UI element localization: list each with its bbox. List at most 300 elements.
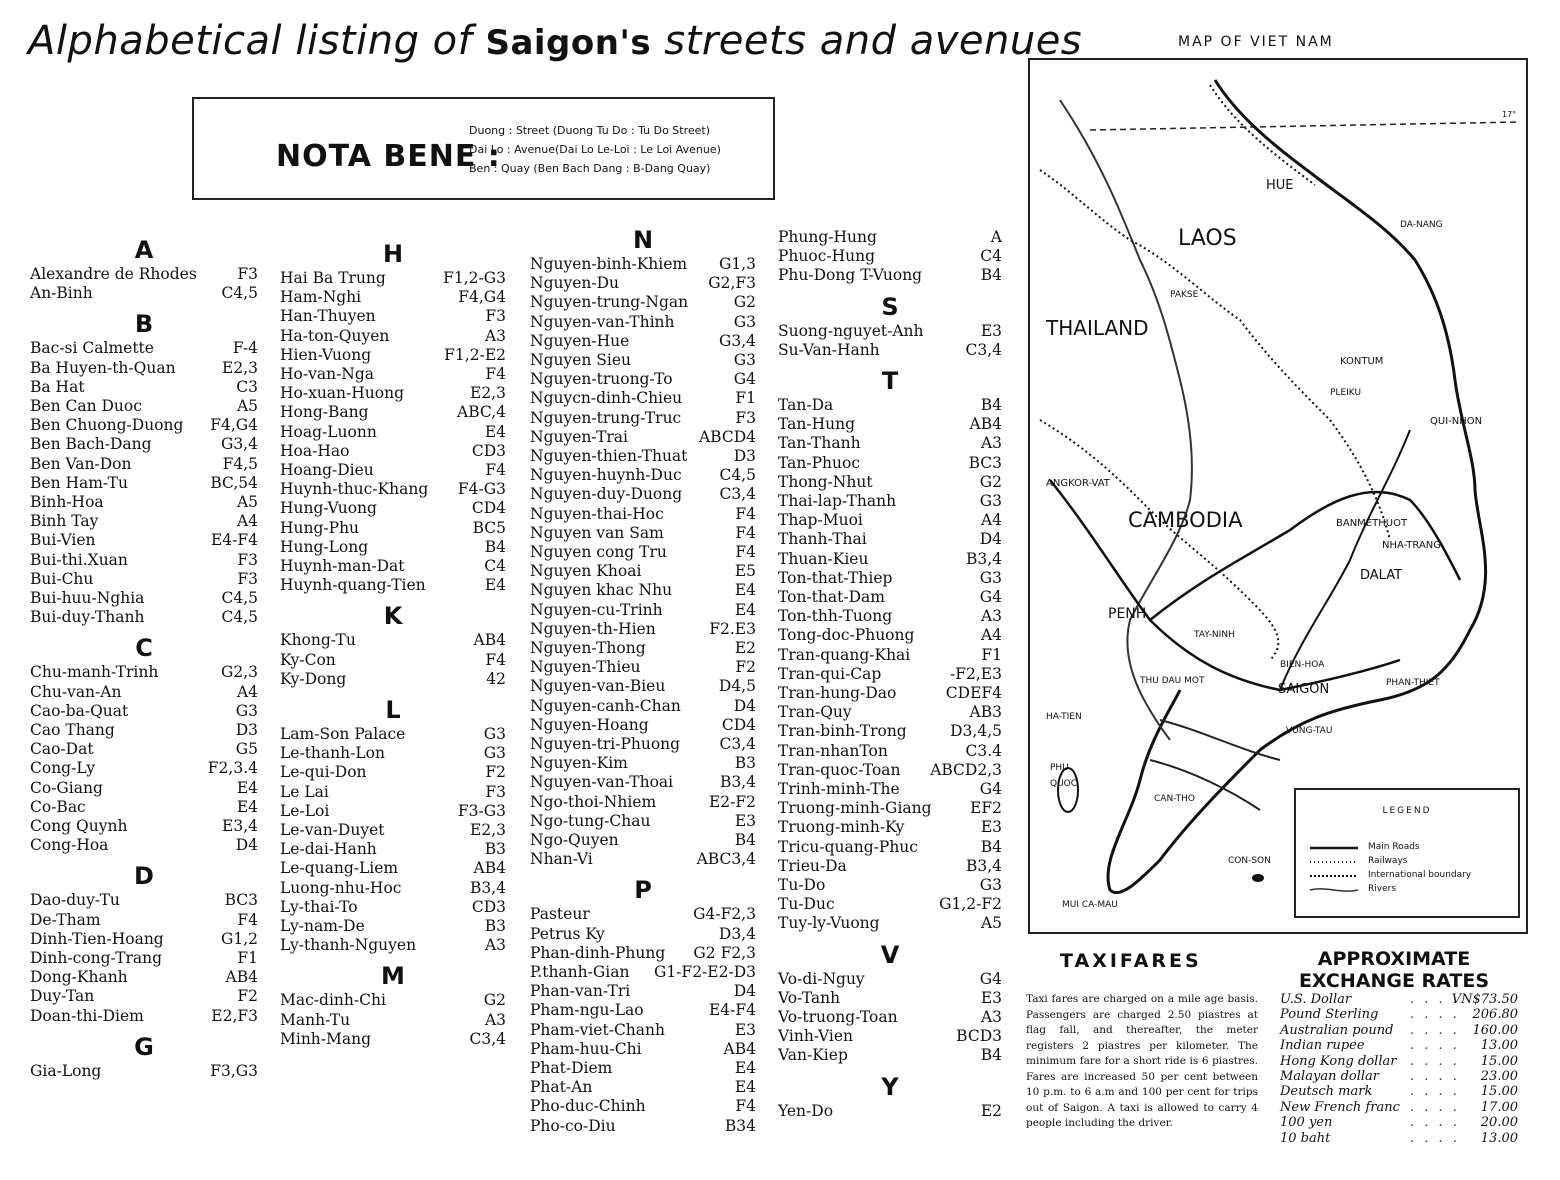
grid-reference: G3 [733,351,756,369]
map-label-vungtau: VUNG-TAU [1286,726,1333,736]
street-entry [778,434,1002,452]
exchange-row [1280,1007,1518,1022]
street-entry [778,569,1002,587]
street-entry [530,293,756,311]
grid-reference: E2 [734,639,756,657]
street-entry [530,1059,756,1077]
street-entry [530,658,756,676]
grid-reference: G1,2 [220,929,258,948]
street-entry [280,346,506,364]
grid-reference: C4,5 [221,284,258,303]
street-name: Le-van-Duyet [280,821,385,839]
street-entry [530,812,756,830]
street-entry [530,447,756,465]
street-entry [280,651,506,669]
street-entry [530,274,756,292]
street-name: Nguyen-thai-Hoc [530,504,664,523]
street-entry [530,1021,756,1039]
legend-swatches [1296,790,1518,916]
currency-rate: 13.00 [1480,1130,1518,1146]
street-name: Pho-co-Diu [530,1116,616,1135]
grid-reference: A3 [980,607,1002,626]
street-entry [530,601,756,619]
grid-reference: E4 [734,1078,756,1097]
grid-reference: G3 [979,568,1002,587]
street-entry [778,247,1002,265]
street-entry [778,550,1002,568]
street-name: Tricu-quang-Phuc [778,837,918,856]
street-name: Tan-Phuoc [778,453,861,472]
street-entry [530,1040,756,1058]
street-entry [30,608,258,626]
street-name: Ben Can Duoc [30,397,142,415]
grid-reference: F4-G3 [457,480,506,499]
grid-reference: G3 [483,725,506,743]
grid-reference: E3 [980,988,1002,1007]
street-entry [778,473,1002,491]
street-entry [778,780,1002,798]
grid-reference: D4,5 [718,677,756,696]
map-legend [1294,788,1520,918]
grid-reference: F4,G4 [210,416,258,435]
street-name: Huynh-man-Dat [280,557,405,575]
street-entry [530,793,756,811]
grid-reference: CD3 [471,441,506,460]
street-name: Le-Loi [280,801,330,820]
grid-reference: B34 [724,1116,756,1135]
street-name: Tran-Quy [778,703,852,722]
street-entry [778,761,1002,779]
leader-dots: . . . . [1410,1038,1460,1054]
legend-item-boundary: International boundary [1368,870,1472,880]
grid-reference: F4 [237,910,258,929]
map-label-banmethuot: BANMETHUOT [1336,518,1408,529]
street-name: De-Tham [30,910,101,929]
street-name: Nguyen-truong-To [530,370,673,389]
section-letter-m: M [381,962,405,991]
street-name: Cao-Dat [30,740,94,759]
grid-reference: A3 [980,434,1002,453]
grid-reference: AB4 [225,968,258,987]
street-name: Co-Bac [30,797,86,816]
grid-reference: B4 [484,537,506,556]
map-label-muicamau: MUI CA-MAU [1062,900,1118,910]
street-name: Dao-duy-Tu [30,891,120,910]
grid-reference: F4,5 [222,454,258,473]
street-entry [530,332,756,350]
grid-reference: E4 [484,422,506,441]
grid-reference: G4 [979,588,1002,606]
street-name: Huynh-thuc-Khang [280,480,429,499]
street-name: Hung-Long [280,537,369,556]
street-entry [30,359,258,377]
street-name: Ly-thai-To [280,897,358,916]
grid-reference: D3,4 [718,924,756,943]
street-name: Pham-ngu-Lao [530,1001,644,1020]
street-name: Ben Van-Don [30,454,132,473]
street-name: Nguyen-trung-Ngan [530,293,689,312]
street-name: Nguyen-Thong [530,639,646,657]
currency-rate: VN$73.50 [1451,992,1518,1007]
exchange-rates-heading [1278,948,1510,992]
leader-dots: . . . . [1410,1022,1460,1038]
street-name: Alexandre de Rhodes [30,265,197,283]
street-entry [530,389,756,407]
exchange-row [1280,1069,1518,1084]
street-entry [280,744,506,762]
con-son-island [1252,874,1264,882]
grid-reference: F4 [735,504,756,523]
grid-reference: B4 [980,266,1002,285]
grid-reference: B4 [980,837,1002,856]
grid-reference: E4 [734,581,756,600]
grid-reference: A3 [980,1008,1002,1026]
grid-reference: F1,2-G3 [443,269,506,287]
grid-reference: G1,2-F2 [939,895,1002,914]
street-name: Van-Kiep [778,1046,848,1065]
street-name: Ben Ham-Tu [30,473,128,492]
map-label-tayninh: TAY-NINH [1194,630,1235,640]
street-entry [530,831,756,849]
map-label-conson: CON-SON [1228,856,1271,866]
taxifares-heading: TAXIFARES [1060,950,1202,972]
grid-reference: G4-F2,3 [693,905,756,924]
street-name: Trinh-minh-The [778,780,900,798]
grid-reference: E2 [980,1101,1002,1120]
section-letter-n: N [632,226,654,254]
street-entry [778,1102,1002,1120]
street-name: Le-thanh-Lon [280,744,385,763]
title-part1: Alphabetical listing of [28,18,486,64]
grid-reference: C3,4 [965,340,1002,359]
street-entry [530,313,756,331]
street-entry [30,339,258,357]
street-entry [280,288,506,306]
street-entry [778,492,1002,510]
currency-rate: 13.00 [1480,1038,1518,1054]
street-name: Yen-Do [778,1101,834,1120]
currency-name: Hong Kong dollar [1280,1053,1397,1069]
grid-reference: F3 [237,550,258,569]
street-entry [530,677,756,695]
grid-reference: F3 [485,782,506,801]
street-entry [530,485,756,503]
grid-reference: F4 [485,365,506,383]
map-label-parallel: 17° [1502,110,1517,119]
street-name: Manh-Tu [280,1010,351,1029]
map-label-laos: LAOS [1178,226,1237,251]
legend-item-railways: Railways [1368,856,1408,866]
street-entry [280,936,506,954]
grid-reference: G2,F3 [708,274,756,293]
grid-reference: E3 [980,818,1002,837]
street-entry [530,581,756,599]
street-entry [280,725,506,743]
street-name: Nguyen-Du [530,274,620,293]
road-3 [1280,430,1410,690]
street-entry [530,1097,756,1115]
street-entry [30,836,258,854]
street-entry [280,821,506,839]
street-entry [280,576,506,594]
map-title: MAP OF VIET NAM [1178,34,1334,50]
grid-reference: F4 [735,1097,756,1116]
street-entry [778,588,1002,606]
street-name: Cong-Ly [30,759,96,778]
street-entry [778,454,1002,472]
def-dai-lo: Dai Lo : Avenue(Dai Lo Le-Loi : Le Loi Avenue) [469,143,721,156]
street-entry [280,670,506,688]
grid-reference: F3 [237,569,258,588]
street-name: Bui-Vien [30,531,96,550]
street-name: Le-dai-Hanh [280,840,377,859]
street-entry [530,505,756,523]
street-entry [30,378,258,396]
grid-reference: EF2 [970,799,1002,818]
street-name: An-Binh [30,284,93,303]
grid-reference: C4 [484,557,506,575]
street-name: Ton-that-Dam [778,588,885,606]
street-name: Ton-that-Thiep [778,568,893,587]
street-entry [530,754,756,772]
legend-item-roads: Main Roads [1368,842,1420,852]
grid-reference: G2 [733,293,756,312]
street-name: Bac-si Calmette [30,339,154,358]
currency-name: Indian rupee [1280,1038,1365,1054]
grid-reference: F3 [735,408,756,427]
street-name: Tan-Thanh [778,434,861,453]
street-entry [530,963,756,981]
street-entry [778,876,1002,894]
street-entry [280,840,506,858]
street-name: Vo-truong-Toan [778,1008,898,1026]
grid-reference: BC3 [968,453,1002,472]
grid-reference: B4 [734,831,756,849]
grid-reference: F1 [237,949,258,967]
street-name: Ly-nam-De [280,917,365,935]
street-entry [280,1011,506,1029]
street-name: Pham-huu-Chi [530,1039,642,1058]
map-label-kontum: KONTUM [1340,356,1384,367]
leader-dots: . . . . [1410,1130,1460,1146]
street-name: Nguyen cong Tru [530,543,667,561]
street-entry [778,511,1002,529]
grid-reference: B3,4 [469,878,506,897]
street-entry [30,416,258,434]
street-entry [778,626,1002,644]
currency-rate: 15.00 [1480,1084,1518,1100]
street-entry [778,530,1002,548]
mekong-river [1060,100,1192,740]
section-letter-l: L [385,696,401,724]
street-name: Ben Bach-Dang [30,435,152,454]
street-entry [778,838,1002,856]
street-entry [30,911,258,929]
currency-name: Malayan dollar [1280,1069,1379,1084]
street-name: Thai-lap-Thanh [778,492,897,510]
section-letter-a: A [134,236,154,264]
grid-reference: AB3 [969,703,1002,722]
street-entry [530,735,756,753]
street-entry [530,351,756,369]
grid-reference: G2 F2,3 [693,943,756,962]
street-name: Nguyen van Sam [530,523,664,542]
grid-reference: F2.E3 [709,619,756,638]
exchange-row [1280,1038,1518,1053]
street-entry [30,798,258,816]
street-name: Bui-duy-Thanh [30,608,145,627]
street-name: Huynh-quang-Tien [280,576,426,595]
grid-reference: G4 [979,969,1002,988]
street-entry [778,646,1002,664]
grid-reference: A4 [236,512,258,531]
street-name: Cao-ba-Quat [30,701,129,720]
grid-reference: F4,G4 [458,288,506,307]
street-entry [530,850,756,868]
grid-reference: G3,4 [718,331,756,350]
map-label-cantho: CAN-THO [1154,794,1195,804]
street-entry [778,799,1002,817]
map-label-thailand: THAILAND [1046,316,1149,340]
grid-reference: A4 [980,626,1002,645]
grid-reference: B3,4 [719,773,756,792]
street-name: Pham-viet-Chanh [530,1020,665,1039]
grid-reference: E3,4 [222,817,258,835]
street-entry [280,802,506,820]
street-entry [778,341,1002,359]
grid-reference: F3 [485,307,506,326]
map-label-saigon: SAIGON [1278,682,1330,697]
grid-reference: E2-F2 [708,792,756,811]
map-label-bienhoa: BIEN-HOA [1280,660,1325,670]
street-name: Pho-duc-Chinh [530,1097,646,1116]
street-name: Nguyen-tri-Phuong [530,735,681,753]
street-entry [30,474,258,492]
grid-reference: A3 [484,1010,506,1029]
street-name: Dinh-Tien-Hoang [30,929,164,948]
street-name: Ngo-Quyen [530,831,619,849]
map-label-danang: DA-NANG [1400,220,1443,230]
currency-name: U.S. Dollar [1280,992,1352,1007]
street-name: Dinh-cong-Trang [30,949,163,967]
grid-reference: G3 [483,744,506,763]
street-name: Nguyen-binh-Khiem [530,255,688,273]
grid-reference: E4 [734,1059,756,1077]
street-entry [30,435,258,453]
street-entry [530,409,756,427]
street-name: Doan-thi-Diem [30,1006,144,1025]
street-name: Han-Thuyen [280,307,376,326]
leader-dots: . . . . [1410,1115,1460,1131]
map-label-phuquoc: PHU QUOC [1050,763,1078,789]
street-name: Phuoc-Hung [778,247,876,266]
street-entry [30,987,258,1005]
street-name: Hien-Vuong [280,345,372,364]
grid-reference: A3 [484,936,506,955]
grid-reference: G3 [733,312,756,331]
street-name: Phu-Dong T-Vuong [778,266,923,285]
page-title [28,18,1082,64]
taxifares-text: Taxi fares are charged on a mile age basis. Passengers are charged 2.50 piastres at flag fall, and thereafter, the meter registers 2 piastres per kilometer. The minimum fare for a short ride is 6 piastres. Fares are increased 50 per cent between 10 p.m. to 6 a.m and 100 per cent for trips out of Saigon. A taxi is allowed to carry 4 people including the driver. [1026,993,1258,1129]
street-entry [30,551,258,569]
street-entry [30,455,258,473]
grid-reference: D3 [733,447,756,465]
grid-reference: A5 [980,914,1002,933]
parallel-line [1090,122,1520,130]
street-entry [530,466,756,484]
street-entry [280,403,506,421]
street-entry [280,917,506,935]
street-name: Nguyen Sieu [530,351,632,369]
street-name: Bui-Chu [30,569,94,588]
street-name: Nguyen-thien-Thuat [530,447,688,465]
street-name: Minh-Mang [280,1029,372,1048]
street-name: Nguyen-Thieu [530,658,641,677]
grid-reference: A4 [980,511,1002,530]
grid-reference: A5 [236,397,258,415]
street-name: Tran-quang-Khai [778,645,911,664]
street-name: Ho-van-Nga [280,365,375,383]
grid-reference: B4 [980,396,1002,414]
grid-reference: F4 [735,523,756,542]
street-name: Nguyen-Trai [530,427,629,446]
grid-reference: D4 [733,982,756,1001]
currency-rate: 23.00 [1480,1069,1518,1084]
grid-reference: F3,G3 [210,1061,258,1080]
street-entry [30,1007,258,1025]
street-entry [280,783,506,801]
delta-river-1 [1160,720,1280,760]
grid-reference: F2,3.4 [207,759,258,778]
street-name: Tan-Da [778,396,834,414]
street-entry [30,891,258,909]
street-name: Nguyen-th-Hien [530,619,656,638]
street-name: Nguyen-Kim [530,754,628,773]
street-name: Petrus Ky [530,924,605,943]
street-entry [530,1001,756,1019]
street-name: Nguyen-van-Bieu [530,677,666,696]
street-name: Le-quang-Liem [280,859,399,878]
section-letter-p: P [634,876,652,905]
street-name: Tran-quoc-Toan [778,760,901,779]
grid-reference: CD3 [471,897,506,916]
street-name: Nguyen-trung-Truc [530,408,682,427]
street-entry [30,1062,258,1080]
street-name: Hung-Phu [280,518,360,537]
street-name: Nguyen-huynh-Duc [530,466,682,485]
grid-reference: C3,4 [719,735,756,753]
street-name: Binh Tay [30,512,99,531]
legend-title: LEGEND [1382,806,1432,816]
grid-reference: F-4 [232,339,258,358]
street-name: Phat-Diem [530,1059,613,1077]
street-entry [280,461,506,479]
grid-reference: C3,4 [719,485,756,504]
street-name: Ly-thanh-Nguyen [280,936,417,955]
grid-reference: G3 [235,701,258,720]
street-entry [530,620,756,638]
grid-reference: F1 [735,389,756,408]
exchange-row [1280,1115,1518,1130]
nota-bene-box [192,97,775,200]
street-entry [778,322,1002,340]
grid-reference: AB4 [473,859,506,878]
street-entry [280,499,506,517]
street-name: Ham-Nghi [280,288,362,307]
street-name: Hong-Bang [280,403,369,422]
leader-dots: . . . . [1410,1084,1460,1100]
street-name: Vo-di-Nguy [778,969,865,988]
